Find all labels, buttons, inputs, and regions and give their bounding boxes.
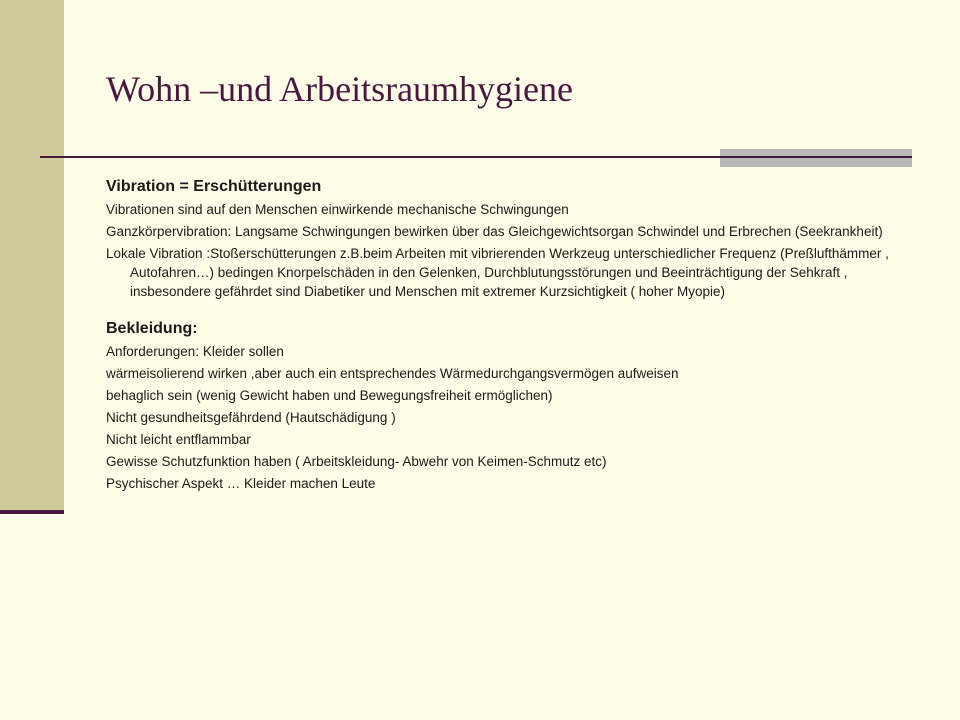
body-text: wärmeisolierend wirken ,aber auch ein entsprechendes Wärmedurchgangsvermögen aufweisen [106, 366, 679, 381]
body-text: Psychischer Aspekt … Kleider machen Leute [106, 476, 376, 491]
slide-body [106, 176, 916, 496]
body-text: Lokale Vibration :Stoßerschütterungen z.B.beim Arbeiten mit vibrierenden Werkzeug unterschiedlicher Frequenz (Preßlufthämmer , Autofahren…) bedingen Knorpelschäden in den Gelenken, Durchblutungsstörungen und Beeinträchtigung der Sehkraft , insbesondere gefährdet sind Diabetiker und Menschen mit extremer Kurzsichtigkeit ( hoher Myopie) [106, 246, 889, 299]
body-text: behaglich sein (wenig Gewicht haben und Bewegungsfreiheit ermöglichen) [106, 388, 553, 403]
title-accent-block [720, 149, 912, 167]
side-bar-decoration [0, 0, 64, 512]
body-text: Nicht leicht entflammbar [106, 432, 251, 447]
body-text: Anforderungen: Kleider sollen [106, 344, 284, 359]
slide-title: Wohn –und Arbeitsraumhygiene [106, 69, 574, 109]
body-text: Gewisse Schutzfunktion haben ( Arbeitskleidung- Abwehr von Keimen-Schmutz etc) [106, 454, 607, 469]
spacer [106, 304, 916, 318]
side-bar-rule [0, 510, 64, 514]
title-accent-line [720, 156, 912, 158]
body-text: Ganzkörpervibration: Langsame Schwingungen bewirken über das Gleichgewichtsorgan Schwindel und Erbrechen (Seekrankheit) [106, 224, 883, 239]
body-text: Vibrationen sind auf den Menschen einwirkende mechanische Schwingungen [106, 202, 569, 217]
section-heading-bekleidung: Bekleidung: [106, 320, 198, 337]
section-heading-vibration: Vibration = Erschütterungen [106, 178, 322, 195]
body-text: Nicht gesundheitsgefährdend (Hautschädigung ) [106, 410, 396, 425]
